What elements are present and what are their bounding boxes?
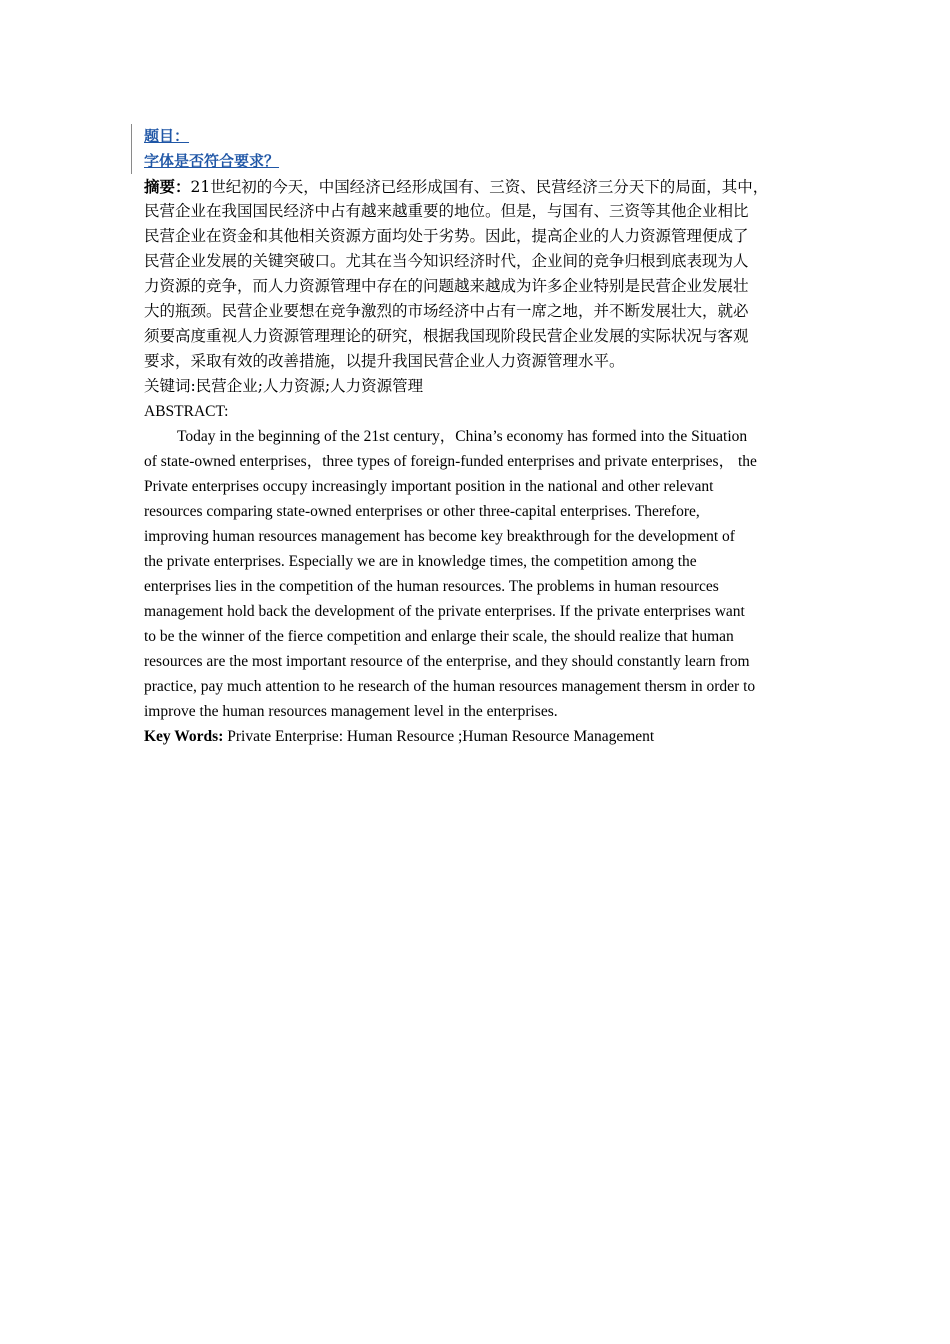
chinese-abstract-line: 民营企业在资金和其他相关资源方面均处于劣势。因此，提高企业的人力资源管理便成了 xyxy=(144,227,749,245)
chinese-abstract xyxy=(144,174,812,374)
english-abstract-line: of state-owned enterprises，three types of foreign-funded enterprises and private enterprises， the xyxy=(144,453,757,470)
chinese-abstract-line: 须要高度重视人力资源管理理论的研究，根据我国现阶段民营企业发展的实际状况与客观 xyxy=(144,327,749,345)
english-abstract-line: improving human resources management has become key breakthrough for the development of xyxy=(144,528,735,545)
english-abstract-line: resources are the most important resource of the enterprise, and they should constantly learn from xyxy=(144,653,750,670)
chinese-abstract-line: 大的瓶颈。民营企业要想在竞争激烈的市场经济中占有一席之地，并不断发展壮大，就必 xyxy=(144,302,749,320)
english-abstract-line: management hold back the development of the private enterprises. If the private enterprises want xyxy=(144,603,745,620)
document-body xyxy=(144,124,812,749)
english-abstract-line: Private enterprises occupy increasingly important position in the national and other relevant xyxy=(144,478,714,495)
chinese-abstract-line: 要求，采取有效的改善措施，以提升我国民营企业人力资源管理水平。 xyxy=(144,352,625,370)
title-comment-label[interactable]: 题目： xyxy=(144,127,190,145)
chinese-abstract-line: 民营企业在我国国民经济中占有越来越重要的地位。但是，与国有、三资等其他企业相比 xyxy=(144,202,749,220)
revision-change-bar xyxy=(131,124,132,174)
chinese-abstract-line xyxy=(144,174,812,199)
font-question-comment[interactable]: 字体是否符合要求？ xyxy=(144,152,280,170)
english-abstract-line: resources comparing state-owned enterprises or other three-capital enterprises. Therefore, xyxy=(144,503,700,520)
english-abstract-line: practice, pay much attention to he research of the human resources management thersm in order to xyxy=(144,678,756,695)
chinese-abstract-text: 21世纪初的今天，中国经济已经形成国有、三资、民营经济三分天下的局面，其中， xyxy=(190,178,769,196)
english-abstract-line: the private enterprises. Especially we are in knowledge times, the competition among the xyxy=(144,553,697,570)
english-keywords xyxy=(144,724,812,749)
english-abstract-line: to be the winner of the fierce competition and enlarge their scale, the should realize that human xyxy=(144,628,734,645)
chinese-keywords: 关键词:民营企业;人力资源;人力资源管理 xyxy=(144,377,424,395)
english-abstract-line: enterprises lies in the competition of the human resources. The problems in human resources xyxy=(144,578,719,595)
english-abstract xyxy=(144,424,812,724)
english-keywords-label: Key Words: xyxy=(144,728,224,745)
english-abstract-line: improve the human resources management level in the enterprises. xyxy=(144,703,558,720)
english-abstract-label: ABSTRACT: xyxy=(144,403,229,420)
chinese-abstract-line: 民营企业发展的关键突破口。尤其在当今知识经济时代，企业间的竞争归根到底表现为人 xyxy=(144,252,749,270)
english-keywords-text: Private Enterprise: Human Resource ;Human Resource Management xyxy=(223,728,655,745)
chinese-abstract-line: 力资源的竞争，而人力资源管理中存在的问题越来越成为许多企业特别是民营企业发展壮 xyxy=(144,277,749,295)
chinese-abstract-label: 摘要： xyxy=(144,177,191,196)
english-abstract-line: Today in the beginning of the 21st century，China’s economy has formed into the Situation xyxy=(177,428,748,445)
